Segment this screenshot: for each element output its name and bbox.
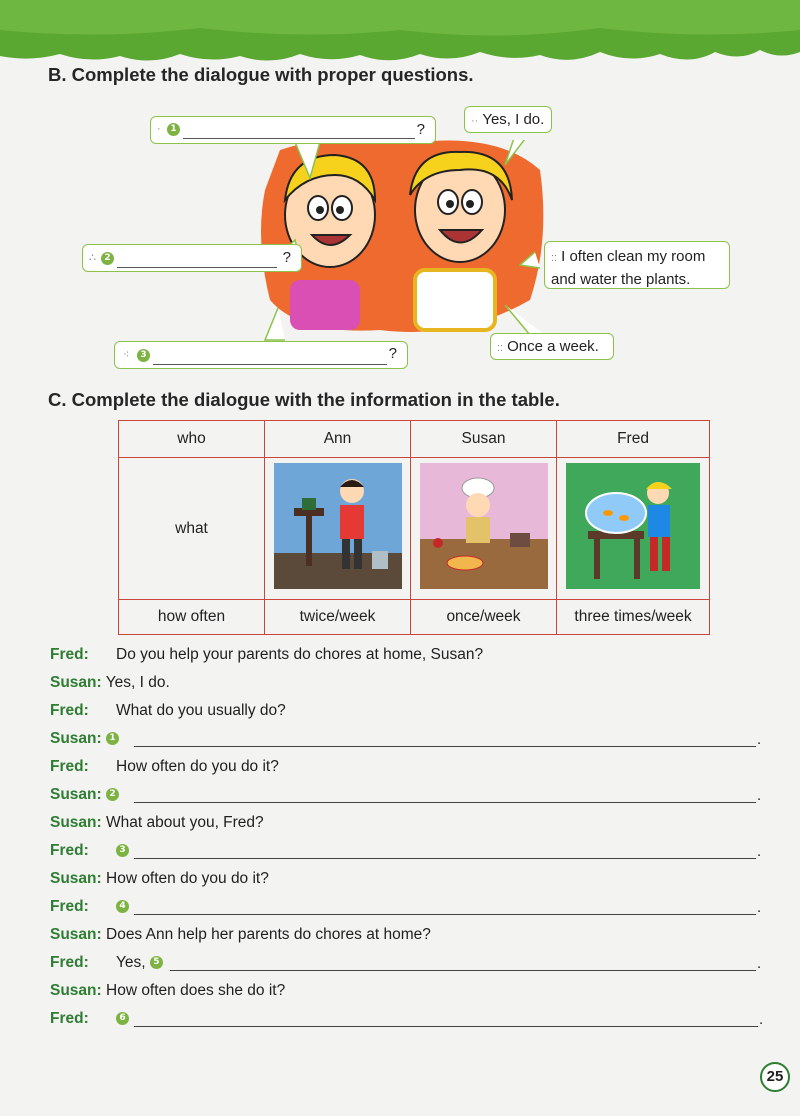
section-c-heading: C. Complete the dialogue with the information in the table. [48, 389, 560, 410]
question-mark-2: ? [282, 249, 291, 266]
header-susan: Susan [411, 421, 557, 458]
section-b-heading: B. Complete the dialogue with proper questions. [48, 64, 474, 85]
dialogue-line-2 [50, 674, 170, 696]
dialogue-text: What do you usually do? [116, 702, 286, 719]
answer-line-5[interactable] [170, 970, 756, 971]
answer-bubble-chores: :: I often clean my room and water the plants. [544, 241, 730, 289]
fred-fish-picture [566, 463, 700, 589]
answer-line-2[interactable] [134, 802, 756, 803]
dialogue-line-4 [50, 730, 119, 752]
cell-ann-how-often: twice/week [265, 600, 411, 635]
period-5: . [757, 955, 762, 972]
number-badge-c1: 1 [106, 732, 119, 745]
cell-susan-how-often: once/week [411, 600, 557, 635]
number-badge-c6: 6 [116, 1012, 129, 1025]
dialogue-text: Do you help your parents do chores at home, Susan? [116, 646, 484, 663]
speaker-label: Fred: [50, 702, 89, 719]
dialogue-line-7 [50, 814, 264, 836]
dialogue-line-3 [50, 702, 286, 724]
period-6: . [759, 1011, 764, 1028]
dialogue-text: Yes, I do. [105, 674, 170, 691]
period-3: . [757, 843, 762, 860]
dialogue-line-12 [50, 954, 163, 976]
dialogue-line-5 [50, 758, 279, 780]
period-1: . [757, 731, 762, 748]
answer-blank-1[interactable] [183, 138, 415, 139]
table-row-how-often [119, 600, 710, 635]
speaker-label: Susan: [50, 814, 102, 831]
cell-fred-how-often: three times/week [557, 600, 710, 635]
table-row-who [119, 421, 710, 458]
row-label-how-often: how often [119, 600, 265, 635]
dialogue-text: How often do you do it? [106, 870, 269, 887]
number-badge-3: 3 [137, 349, 150, 362]
dialogue-line-8 [50, 842, 129, 864]
dialogue-line-10 [50, 898, 129, 920]
answer-line-6[interactable] [134, 1026, 758, 1027]
dialogue-line-9 [50, 870, 269, 892]
susan-baking-picture [420, 463, 548, 589]
dialogue-line-13 [50, 982, 285, 1004]
answer-text-chores-line2: and water the plants. [551, 271, 691, 288]
header-ann: Ann [265, 421, 411, 458]
number-badge-c3: 3 [116, 844, 129, 857]
answer-blank-3[interactable] [153, 364, 387, 365]
ann-cleaning-picture [274, 463, 402, 589]
dialogue-line-11 [50, 926, 431, 948]
speaker-label: Susan: [50, 926, 102, 943]
dialogue-line-14 [50, 1010, 129, 1032]
period-2: . [757, 787, 762, 804]
question-bubble-3: ⁖ 3 ? [114, 341, 408, 369]
question-bubble-2: ∴ 2 ? [82, 244, 302, 272]
answer-line-1[interactable] [134, 746, 756, 747]
chores-table [118, 420, 710, 635]
speaker-label: Fred: [50, 898, 89, 915]
number-badge-c2: 2 [106, 788, 119, 801]
number-badge-1: 1 [167, 123, 180, 136]
dialogue-text: What about you, Fred? [106, 814, 264, 831]
cell-fred-picture [557, 458, 710, 600]
speaker-label: Fred: [50, 1010, 89, 1027]
answer-line-4[interactable] [134, 914, 756, 915]
bubble-tails [260, 140, 560, 360]
row-label-what: what [119, 458, 265, 600]
speaker-label: Susan: [50, 982, 102, 999]
row-label-who: who [119, 421, 265, 458]
question-mark-1: ? [416, 121, 425, 138]
dialogue-text: How often do you do it? [116, 758, 279, 775]
period-4: . [757, 899, 762, 916]
number-badge-c4: 4 [116, 900, 129, 913]
answer-text-once: Once a week. [507, 338, 599, 355]
speaker-label: Fred: [50, 758, 89, 775]
dialogue-text: Does Ann help her parents do chores at home? [106, 926, 431, 943]
header-fred: Fred [557, 421, 710, 458]
speaker-label: Susan: [50, 674, 102, 691]
speaker-label: Susan: [50, 870, 102, 887]
speaker-label: Fred: [50, 954, 89, 971]
cell-ann-picture [265, 458, 411, 600]
dialogue-prefix: Yes, [116, 954, 146, 971]
dialogue-line-6 [50, 786, 119, 808]
answer-line-3[interactable] [134, 858, 756, 859]
dialogue-text: How often does she do it? [106, 982, 286, 999]
question-mark-3: ? [388, 345, 397, 362]
speaker-label: Fred: [50, 842, 89, 859]
number-badge-2: 2 [101, 252, 114, 265]
answer-bubble-once: :: Once a week. [490, 333, 614, 360]
question-bubble-1: · 1 ? [150, 116, 436, 144]
top-grass-banner [0, 0, 800, 72]
speaker-label: Susan: [50, 786, 102, 803]
answer-blank-2[interactable] [117, 267, 277, 268]
number-badge-c5: 5 [150, 956, 163, 969]
dialogue-line-1 [50, 646, 483, 668]
speaker-label: Fred: [50, 646, 89, 663]
answer-text-yes: Yes, I do. [482, 111, 545, 128]
table-row-what [119, 458, 710, 600]
page-number: 25 [760, 1062, 790, 1092]
answer-bubble-yes: ·· Yes, I do. [464, 106, 552, 133]
answer-text-chores-line1: I often clean my room [561, 248, 706, 265]
cell-susan-picture [411, 458, 557, 600]
speaker-label: Susan: [50, 730, 102, 747]
